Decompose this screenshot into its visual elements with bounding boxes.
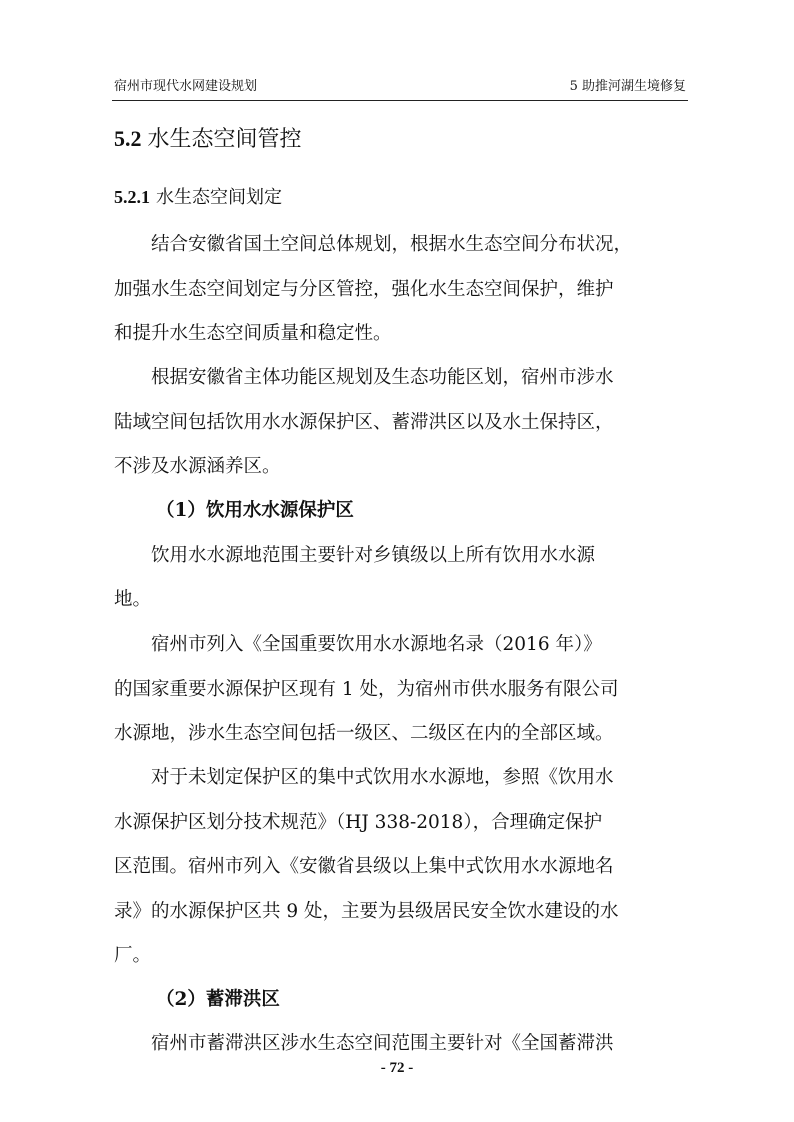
paragraph-line: 宿州市蓄滞洪区涉水生态空间范围主要针对《全国蓄滞洪 xyxy=(114,1033,614,1054)
paragraph-line: 宿州市列入《全国重要饮用水水源地名录（2016 年）》 xyxy=(114,634,602,655)
paragraph-line: 饮用水水源地范围主要针对乡镇级以上所有饮用水水源 xyxy=(114,545,596,566)
paragraph-line: 结合安徽省国土空间总体规划，根据水生态空间分布状况， xyxy=(114,234,633,255)
subsection-number: 5.2.1 xyxy=(114,187,150,207)
paragraph-line: 水源地，涉水生态空间包括一级区、二级区在内的全部区域。 xyxy=(114,723,614,744)
paragraph-line: 区范围。宿州市列入《安徽省县级以上集中式饮用水水源地名 xyxy=(114,856,614,877)
paragraph-line: 水源保护区划分技术规范》（HJ 338-2018），合理确定保护 xyxy=(114,812,603,833)
paragraph-line: 录》的水源保护区共 9 处，主要为县级居民安全饮水建设的水 xyxy=(114,901,619,922)
paragraph-line: 厂。 xyxy=(114,945,152,966)
paragraph-line: 加强水生态空间划定与分区管控，强化水生态空间保护，维护 xyxy=(114,279,614,300)
header-divider xyxy=(112,100,688,101)
header-document-title: 宿州市现代水网建设规划 xyxy=(114,79,258,94)
paragraph-line: 不涉及水源涵养区。 xyxy=(114,456,281,477)
paragraph-line: 和提升水生态空间质量和稳定性。 xyxy=(114,323,392,344)
paragraph-line: 的国家重要水源保护区现有 1 处，为宿州市供水服务有限公司 xyxy=(114,679,619,700)
subsection-heading xyxy=(114,184,282,211)
subheading-drinking-water-protection: （1）饮用水水源保护区 xyxy=(156,500,354,521)
section-number: 5.2 xyxy=(114,126,142,151)
subheading-flood-storage-area: （2）蓄滞洪区 xyxy=(156,989,280,1010)
paragraph-line: 地。 xyxy=(114,589,152,610)
section-title: 水生态空间管控 xyxy=(147,127,302,152)
subsection-title: 水生态空间划定 xyxy=(156,187,282,208)
paragraph-line: 根据安徽省主体功能区规划及生态功能区划，宿州市涉水 xyxy=(114,367,614,388)
section-heading xyxy=(114,124,302,155)
page-header xyxy=(112,78,686,100)
paragraph-line: 对于未划定保护区的集中式饮用水水源地，参照《饮用水 xyxy=(114,767,614,788)
paragraph-line: 陆域空间包括饮用水水源保护区、蓄滞洪区以及水土保持区， xyxy=(114,412,614,433)
page-number: - 72 - xyxy=(380,1060,414,1076)
header-chapter-title: 5 助推河湖生境修复 xyxy=(569,79,686,94)
